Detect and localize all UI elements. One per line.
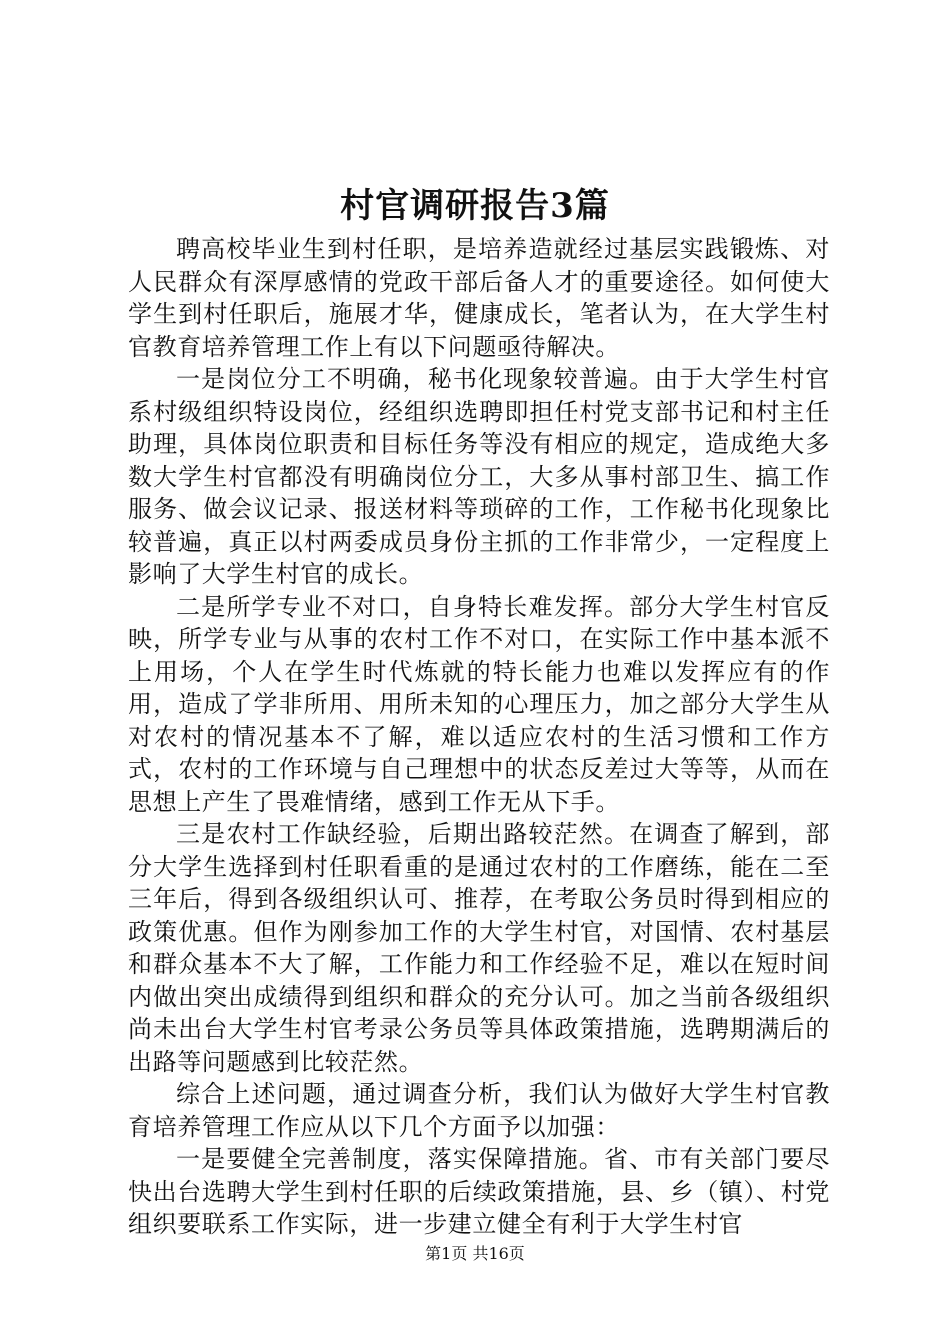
paragraph-problem-1: 一是岗位分工不明确，秘书化现象较普遍。由于大学生村官系村级组织特设岗位，经组织选聘即担任村党支部书记和村主任助理，具体岗位职责和目标任务等没有相应的规定，造成绝大多数大学生村官都没有明确岗位分工，大多从事村部卫生、搞工作服务、做会议记录、报送材料等琐碎的工作，工作秘书化现象比较普遍，真正以村两委成员身份主抓的工作非常少，一定程度上影响了大学生村官的成长。: [128, 365, 830, 588]
page-footer: 第1页 共16页: [425, 1244, 525, 1263]
paragraph-intro: 聘高校毕业生到村任职，是培养造就经过基层实践锻炼、对人民群众有深厚感情的党政干部后备人才的重要途径。如何使大学生到村任职后，施展才华，健康成长，笔者认为，在大学生村官教育培养管理工作上有以下问题亟待解决。: [128, 235, 830, 361]
document-body: [128, 233, 830, 1241]
paragraph-problem-2: 二是所学专业不对口，自身特长难发挥。部分大学生村官反映，所学专业与从事的农村工作不对口，在实际工作中基本派不上用场，个人在学生时代炼就的特长能力也难以发挥应有的作用，造成了学非所用、用所未知的心理压力，加之部分大学生从对农村的情况基本不了解，难以适应农村的生活习惯和工作方式，农村的工作环境与自己理想中的状态反差过大等等，从而在思想上产生了畏难情绪，感到工作无从下手。: [128, 592, 830, 816]
document-title: 村官调研报告3篇: [340, 186, 610, 226]
paragraph-summary: 综合上述问题，通过调查分析，我们认为做好大学生村官教育培养管理工作应从以下几个方面予以加强：: [128, 1080, 830, 1141]
paragraph-problem-3: 三是农村工作缺经验，后期出路较茫然。在调查了解到，部分大学生选择到村任职看重的是通过农村的工作磨练，能在二至三年后，得到各级组织认可、推荐，在考取公务员时得到相应的政策优惠。但作为刚参加工作的大学生村官，对国情、农村基层和群众基本不大了解，工作能力和工作经验不足，难以在短时间内做出突出成绩得到组织和群众的充分认可。加之当前各级组织尚未出台大学生村官考录公务员等具体政策措施，选聘期满后的出路等问题感到比较茫然。: [128, 820, 830, 1076]
paragraph-measure-1: 一是要健全完善制度，落实保障措施。省、市有关部门要尽快出台选聘大学生到村任职的后续政策措施，县、乡（镇）、村党组织要联系工作实际，进一步建立健全有利于大学生村官: [128, 1145, 830, 1238]
